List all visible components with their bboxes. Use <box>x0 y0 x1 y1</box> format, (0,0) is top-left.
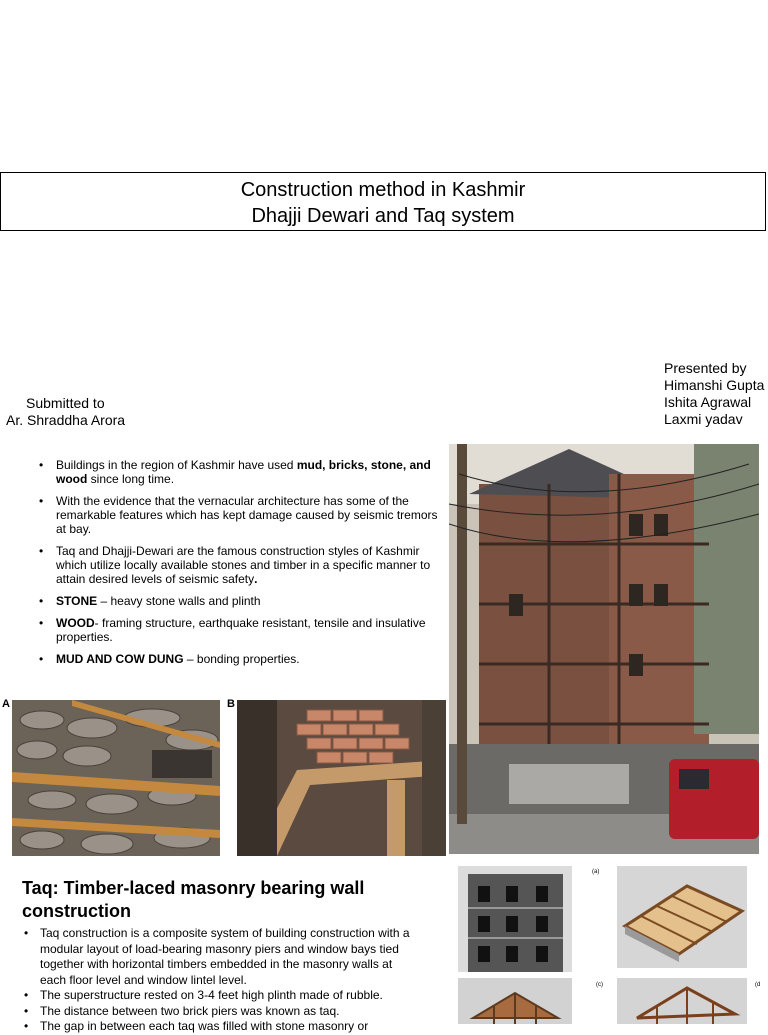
title-box <box>0 172 766 231</box>
presented-label: Presented by <box>664 360 747 376</box>
structure-sketch-d <box>617 978 747 1024</box>
list-item: • WOOD- framing structure, earthquake resistant, tensile and insulative properties. <box>56 616 440 644</box>
list-item: • The distance between two brick piers was known as taq. <box>40 1004 412 1020</box>
presenter-name: Laxmi yadav <box>664 411 743 427</box>
stone-wall-photo <box>12 700 220 856</box>
building-facade-sketch <box>458 866 572 972</box>
taq-bullet-list <box>22 926 412 1035</box>
list-item: • Taq and Dhajji-Dewari are the famous construction styles of Kashmir which utilize locally available stones and timber in a specific manner to attain desired levels of seismic safety. <box>56 544 440 586</box>
structure-sketch-c <box>458 978 572 1024</box>
presenter-name: Ishita Agrawal <box>664 394 752 410</box>
title-line-1: Construction method in Kashmir <box>240 179 526 201</box>
title-line-2: Dhajji Dewari and Taq system <box>251 205 515 227</box>
submitted-name: Ar. Shraddha Arora <box>6 412 126 428</box>
list-item: • MUD AND COW DUNG – bonding properties. <box>56 652 440 666</box>
list-item: • The gap in between each taq was filled with stone masonry or <box>40 1019 412 1035</box>
list-item: • STONE – heavy stone walls and plinth <box>56 594 440 608</box>
figure-tag-c: (c) <box>596 982 603 988</box>
figure-tag-a: (a) <box>592 869 600 875</box>
list-item: • Buildings in the region of Kashmir have used mud, bricks, stone, and wood since long time. <box>56 458 440 486</box>
timber-frame-panel-sketch <box>617 866 747 968</box>
figure-label-a: A <box>2 698 10 710</box>
intro-bullet-list <box>22 458 440 674</box>
list-item: • Taq construction is a composite system of building construction with a modular layout of load-bearing masonry piers and window bays tied together with horizontal timbers embedded in the masonry walls at each floor level and window lintel level. <box>40 926 412 988</box>
presented-block <box>664 360 764 428</box>
street-building-photo <box>449 444 759 854</box>
presenter-name: Himanshi Gupta <box>664 377 765 393</box>
brick-timber-photo <box>237 700 446 856</box>
figure-label-b: B <box>227 698 235 710</box>
taq-heading: Taq: Timber-laced masonry bearing wall construction <box>22 878 365 921</box>
list-item: • With the evidence that the vernacular architecture has some of the remarkable features which has kept damage caused by seismic tremors at bay. <box>56 494 440 536</box>
figure-tag-d: (d <box>755 982 761 988</box>
submitted-label: Submitted to <box>26 395 105 411</box>
list-item: • The superstructure rested on 3-4 feet high plinth made of rubble. <box>40 988 412 1004</box>
submitted-block <box>6 395 125 429</box>
